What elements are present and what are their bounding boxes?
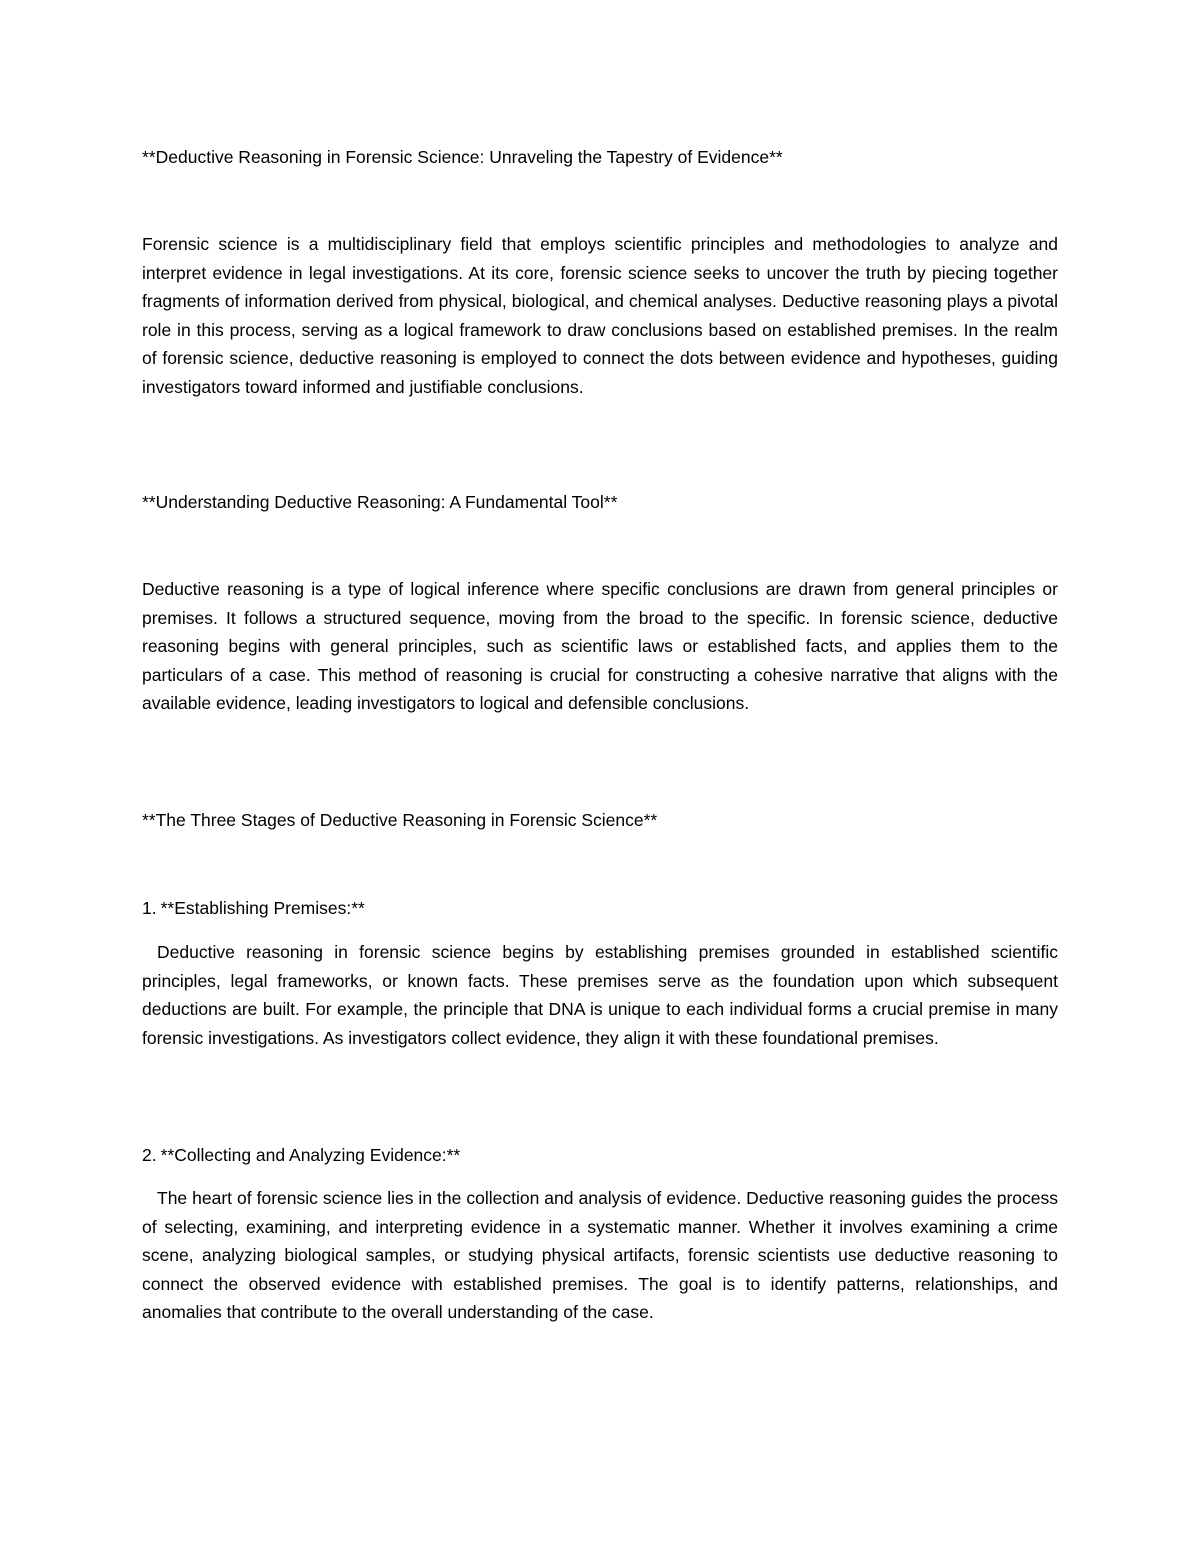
stage-1-paragraph: Deductive reasoning in forensic science begins by establishing premises grounded in established scientific principles, legal frameworks, or known facts. These premises serve as the foundation upon which subsequent deductions are built. For example, the principle that DNA is unique to each individual forms a crucial premise in many forensic investigations. As investigators collect evidence, they align it with these foundational premises. [142,942,1058,1048]
stage-1-number: 1. [142,898,157,918]
stage-2-number: 2. [142,1145,157,1165]
stage-1-label [142,894,1058,923]
stage-2-label [142,1141,1058,1170]
section-paragraph-understanding: Deductive reasoning is a type of logical inference where specific conclusions are drawn from general principles or premises. It follows a structured sequence, moving from the broad to the specific. In forensic science, deductive reasoning begins with general principles, such as scientific laws or established facts, and applies them to the particulars of a case. This method of reasoning is crucial for constructing a cohesive narrative that aligns with the available evidence, leading investigators to logical and defensible conclusions. [142,579,1058,714]
intro-paragraph: Forensic science is a multidisciplinary field that employs scientific principles and methodologies to analyze and interpret evidence in legal investigations. At its core, forensic science seeks to uncover the truth by piecing together fragments of information derived from physical, biological, and chemical analyses. Deductive reasoning plays a pivotal role in this process, serving as a logical framework to draw conclusions based on established premises. In the realm of forensic science, deductive reasoning is employed to connect the dots between evidence and hypotheses, guiding investigators toward informed and justifiable conclusions. [142,234,1058,397]
section-heading-three-stages: **The Three Stages of Deductive Reasoning in Forensic Science** [142,810,658,830]
stage-2-paragraph: The heart of forensic science lies in the collection and analysis of evidence. Deductive reasoning guides the process of selecting, examining, and interpreting evidence in a systematic manner. Whether it involves examining a crime scene, analyzing biological samples, or studying physical artifacts, forensic scientists use deductive reasoning to connect the observed evidence with established premises. The goal is to identify patterns, relationships, and anomalies that contribute to the overall understanding of the case. [142,1188,1058,1323]
document-title: **Deductive Reasoning in Forensic Science: Unraveling the Tapestry of Evidence** [142,147,783,167]
stage-1-title: **Establishing Premises:** [160,898,365,918]
section-heading-understanding: **Understanding Deductive Reasoning: A Fundamental Tool** [142,492,618,512]
stage-2-title: **Collecting and Analyzing Evidence:** [160,1145,461,1165]
